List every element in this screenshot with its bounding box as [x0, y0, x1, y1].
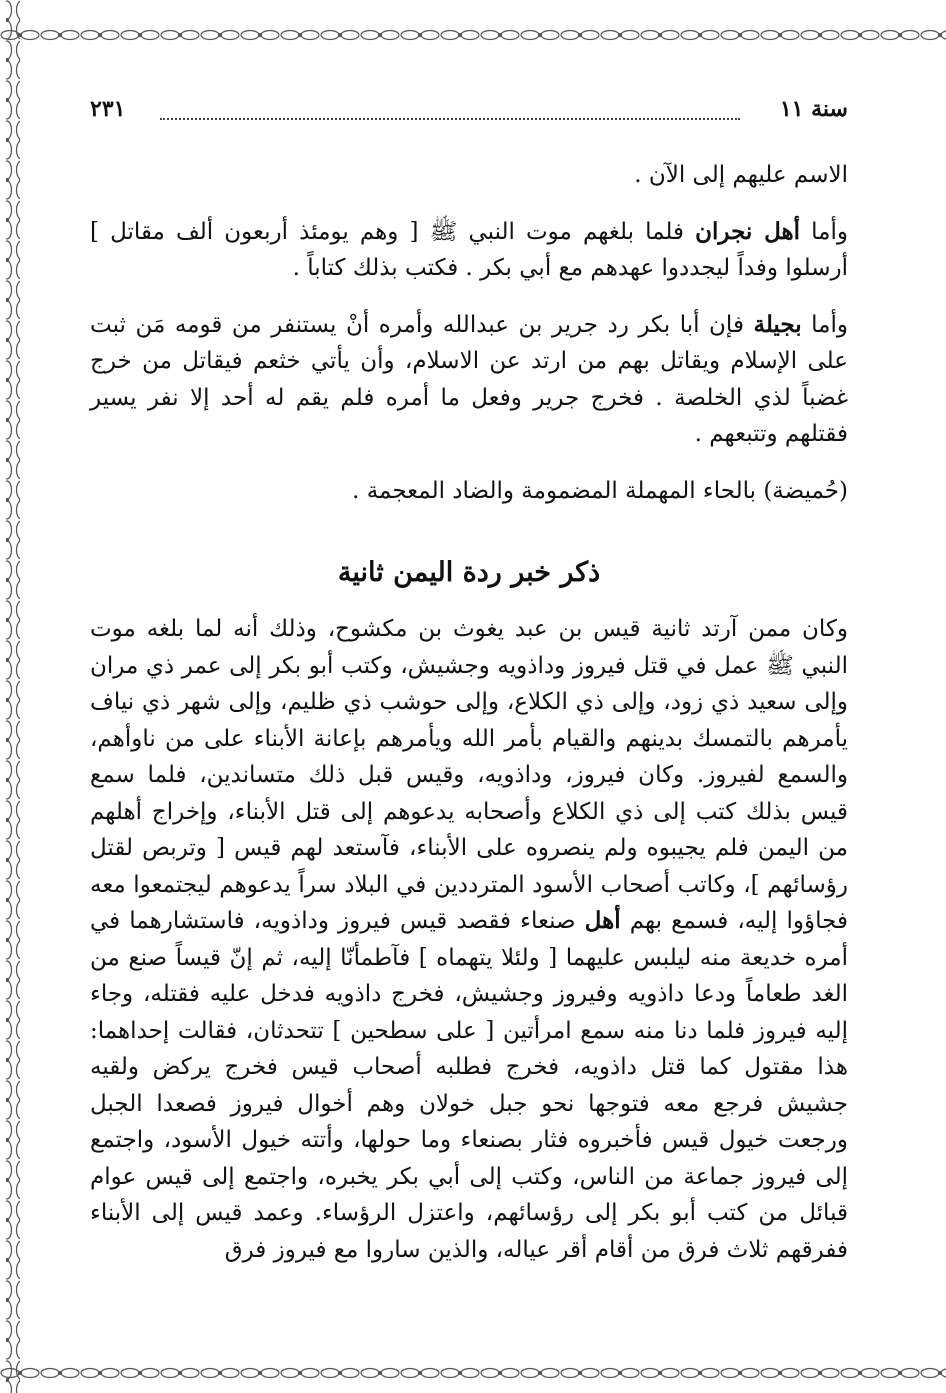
- section-title: ذكر خبر ردة اليمن ثانية: [337, 557, 601, 588]
- paragraph-5-bold: أهل: [584, 907, 621, 934]
- decorative-border-top: [0, 0, 946, 44]
- paragraph-3-rest: فإن أبا بكر رد جرير بن عبدالله وأمره أنْ يستنفر من قومه مَن ثبت على الإسلام ويقاتل بهم من ارتد عن الاسلام، وأن يأتي خثعم فيقاتل من خرج غضباً لذي الخلصة . فخرج جرير وفعل ما أمره فلم يقم له أحد إلا نفر يسير فقتلهم وتتبعهم .: [90, 311, 848, 447]
- paragraph-2-bold: أهل نجران: [695, 217, 801, 245]
- paragraph-3-bold: بجيلة: [753, 310, 802, 338]
- decorative-border-left: [0, 0, 30, 1393]
- paragraph-1: الاسم عليهم إلى الآن .: [634, 162, 848, 188]
- paragraph-5-part-a: وكان ممن آرتد ثانية قيس بن عبد يغوث بن مكشوح، وذلك أنه لما بلغه موت النبي ﷺ عمل في قتل فيروز وداذويه وجشيش، وكتب أبو بكر إلى عمر ذي مران وإلى سعيد ذي زود، وإلى ذي الكلاع، وإلى حوشب ذي ظليم، وإلى شهر ذي نياف يأمرهم بالتمسك بدينهم والقيام بأمر الله ويأمرهم بإعانة الأبناء على من ناوأهم، والسمع لفيروز. وكان فيروز، وداذويه، وقيس قبل ذلك متساندين، فلما سمع قيس بذلك كتب إلى ذي الكلاع وأصحابه يدعوهم إلى قتل الأبناء، وإخراج أهلهم من اليمن فلم يجيبوه ولم ينصروه على الأبناء، فآستعد لهم قيس [ وتربص لقتل رؤسائهم ]، وكاتب أصحاب الأسود المترددين في البلاد سراً يدعوهم ليجتمعوا معه فجاؤوا إليه، فسمع بهم: [90, 616, 848, 934]
- decorative-border-bottom: [0, 1352, 946, 1393]
- page-number: ٢٣١: [90, 96, 126, 122]
- paragraph-3-start: وأما: [801, 311, 848, 338]
- paragraph-3: [90, 307, 848, 453]
- paragraph-2-start: وأما: [800, 218, 849, 245]
- book-page: [90, 86, 848, 1268]
- paragraph-2: [90, 214, 848, 287]
- paragraph-2-rest: فلما بلغهم موت النبي ﷺ [ وهم يومئذ أربعون ألف مقاتل ] أرسلوا وفداً ليجددوا عهدهم مع أبي بكر . فكتب بذلك كتاباً .: [90, 218, 848, 281]
- paragraph-5: [90, 611, 848, 1268]
- header-dotted-leader: [160, 118, 740, 120]
- running-header: [90, 86, 848, 131]
- header-year-label: سنة ١١: [779, 96, 848, 122]
- paragraph-4-note: (حُميضة) بالحاء المهملة المضمومة والضاد المعجمة .: [352, 477, 848, 504]
- paragraph-5-part-b: صنعاء فقصد قيس فيروز وداذويه، فاستشارهما في أمره خديعة منه ليلبس عليهما [ ولئلا يتهماه ] فآطمأنّا إليه، ثم إنّ قيساً صنع من الغد طعاماً ودعا داذويه وفيروز وجشيش، فخرج داذويه فدخل عليه فقتله، وجاء إليه فيروز فلما دنا منه سمع امرأتين [ على سطحين ] تتحدثان، فقالت إحداهما: هذا مقتول كما قتل داذويه، فخرج فطلبه أصحاب قيس فخرج يركض ولقيه جشيش فرجع معه فتوجها نحو جبل خولان وهم أخوال فيروز فصعدا الجبل ورجعت خيول قيس فأخبروه فثار بصنعاء وما حولها، وأتته خيول الأسود، واجتمع إلى فيروز جماعة من الناس، وكتب إلى أبي بكر يخبره، واجتمع إلى قيس عوام قبائل من كتب أبو بكر إلى رؤسائهم، واعتزل الرؤساء. وعمد قيس إلى الأبناء ففرقهم ثلاث فرق من أقام أقر عياله، والذين ساروا مع فيروز فرق: [90, 908, 848, 1263]
